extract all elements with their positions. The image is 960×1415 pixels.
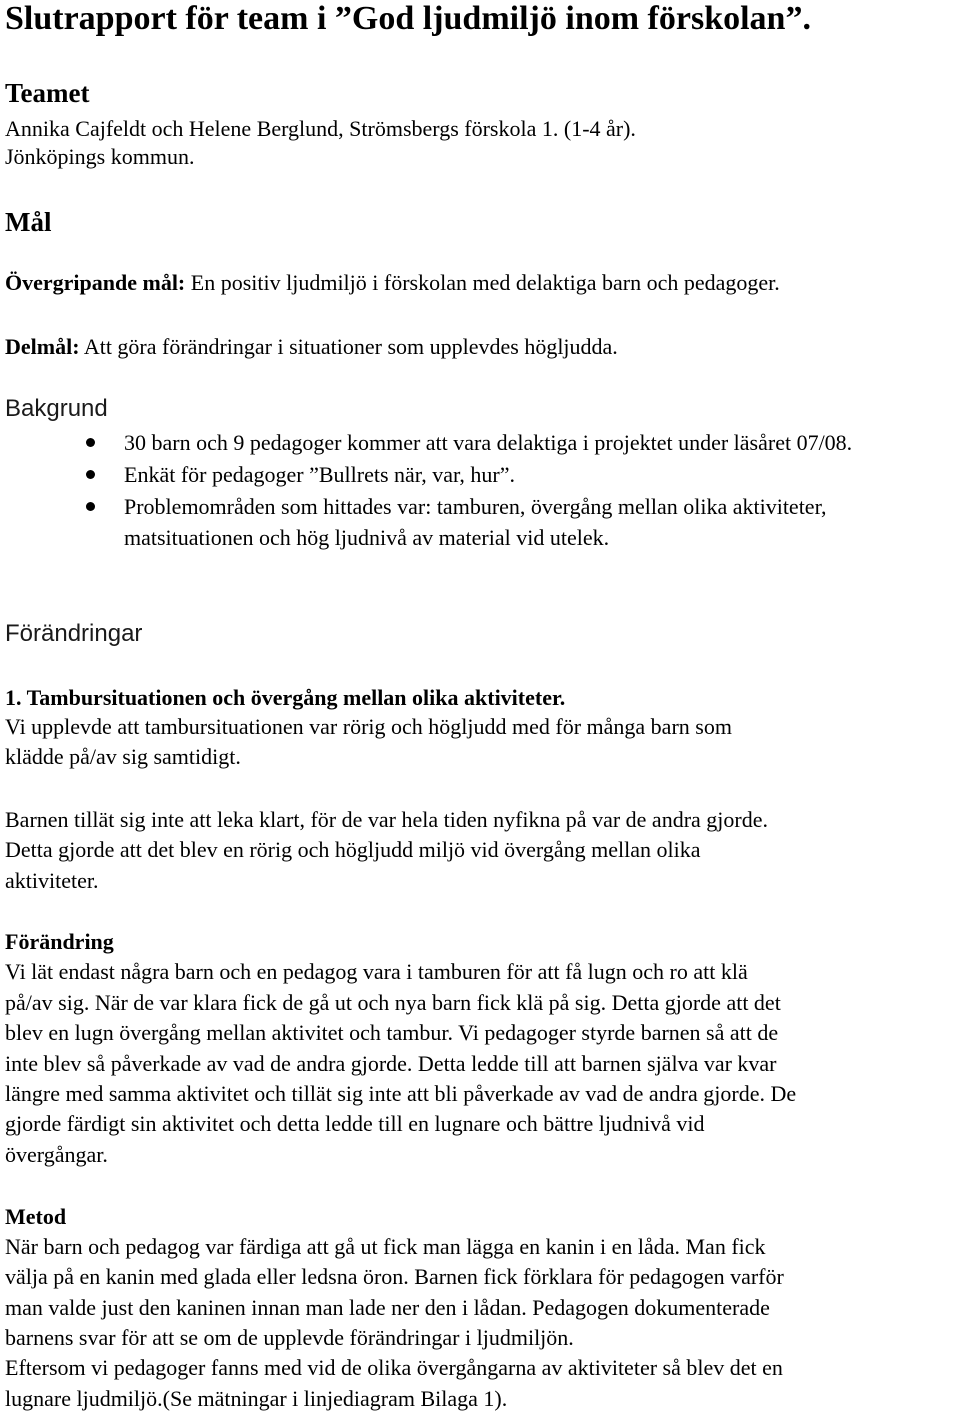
background-list — [0, 427, 960, 554]
background-heading: Bakgrund — [5, 395, 108, 422]
method-line-3: man valde just den kaninen innan man lade ner den i lådan. Pedagogen dokumenterade — [5, 1295, 770, 1320]
background-item-text: Enkät för pedagoger ”Bullrets när, var, hur”. — [124, 462, 516, 487]
team-line-1: Annika Cajfeldt och Helene Berglund, Strömsbergs förskola 1. (1-4 år). — [5, 116, 636, 141]
bullet-icon — [86, 438, 95, 447]
bullet-icon — [86, 470, 95, 479]
change-line-1: Vi lät endast några barn och en pedagog vara i tamburen för att få lugn och ro att klä — [5, 959, 748, 984]
change-line-6: gjorde färdigt sin aktivitet och detta ledde till en lugnare och bättre ljudnivå vid — [5, 1111, 705, 1136]
method-line-5: Eftersom vi pedagoger fanns med vid de olika övergångarna av aktiviteter så blev det en — [5, 1355, 783, 1380]
background-item-text: Problemområden som hittades var: tamburen, övergång mellan olika aktiviteter, matsituationen och hög ljudnivå av material vid utelek. — [124, 494, 827, 550]
bullet-icon — [86, 502, 95, 511]
background-item — [0, 459, 960, 490]
overall-goal-text: En positiv ljudmiljö i förskolan med delaktiga barn och pedagoger. — [185, 270, 780, 295]
changes-para2-line-3: aktiviteter. — [5, 868, 99, 893]
team-line-2: Jönköpings kommun. — [5, 144, 195, 169]
goal-heading: Mål — [5, 207, 52, 237]
method-line-1: När barn och pedagog var färdiga att gå ut fick man lägga en kanin i en låda. Man fick — [5, 1234, 766, 1259]
sub-goal — [5, 332, 618, 362]
method-line-6: lugnare ljudmiljö.(Se mätningar i linjediagram Bilaga 1). — [5, 1386, 508, 1411]
changes-para2-line-1: Barnen tillät sig inte att leka klart, för de var hela tiden nyfikna på var de andra gjorde. — [5, 807, 768, 832]
background-item — [0, 427, 960, 458]
sub-goal-label: Delmål: — [5, 334, 80, 359]
method-line-4: barnens svar för att se om de upplevde förändringar i ljudmiljön. — [5, 1325, 574, 1350]
change-line-7: övergångar. — [5, 1142, 108, 1167]
overall-goal — [5, 268, 780, 298]
changes-subheading: 1. Tambursituationen och övergång mellan olika aktiviteter. — [5, 685, 566, 710]
overall-goal-label: Övergripande mål: — [5, 270, 186, 295]
team-heading: Teamet — [5, 78, 90, 108]
change-line-4: inte blev så påverkade av vad de andra gjorde. Detta ledde till att barnen själva var kvar — [5, 1051, 777, 1076]
background-item — [0, 491, 960, 553]
method-heading: Metod — [5, 1204, 67, 1229]
change-line-5: längre med samma aktivitet och tillät sig inte att bli påverkade av vad de andra gjorde. De — [5, 1081, 797, 1106]
change-heading: Förändring — [5, 929, 114, 954]
change-line-2: på/av sig. När de var klara fick de gå ut och nya barn fick klä på sig. Detta gjorde att det — [5, 990, 781, 1015]
changes-para1-line-2: klädde på/av sig samtidigt. — [5, 744, 241, 769]
changes-para1-line-1: Vi upplevde att tambursituationen var rörig och högljudd med för många barn som — [5, 714, 732, 739]
document-title: Slutrapport för team i ”God ljudmiljö inom förskolan”. — [5, 0, 811, 37]
changes-heading: Förändringar — [5, 620, 143, 647]
background-item-text: 30 barn och 9 pedagoger kommer att vara delaktiga i projektet under läsåret 07/08. — [124, 430, 853, 455]
changes-para2-line-2: Detta gjorde att det blev en rörig och högljudd miljö vid övergång mellan olika — [5, 837, 701, 862]
method-line-2: välja på en kanin med glada eller ledsna öron. Barnen fick förklara för pedagogen varför — [5, 1264, 784, 1289]
change-line-3: blev en lugn övergång mellan aktivitet och tambur. Vi pedagoger styrde barnen så att de — [5, 1020, 779, 1045]
sub-goal-text: Att göra förändringar i situationer som upplevdes högljudda. — [79, 334, 618, 359]
